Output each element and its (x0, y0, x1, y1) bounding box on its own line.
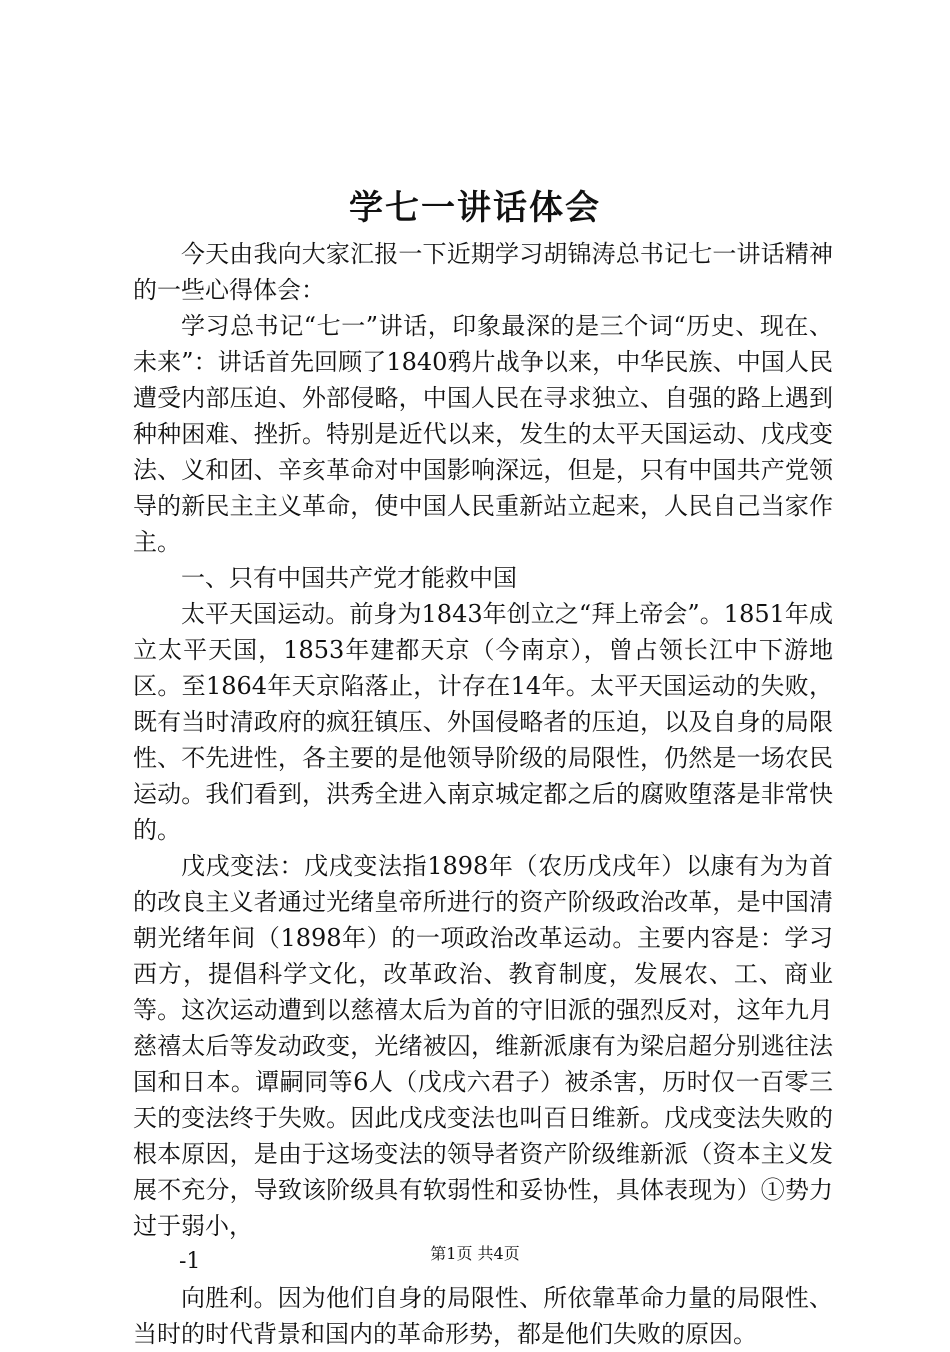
document-title: 学七一讲话体会 (349, 188, 601, 228)
section-heading: 一、只有中国共产党才能救中国 (181, 564, 517, 592)
inline-page-mark: -1 (179, 1249, 201, 1274)
paragraph-continuation: 向胜利。因为他们自身的局限性、所依靠革命力量的局限性、当时的时代背景和国内的革命形势，都是他们失败的原因。 (133, 1284, 833, 1348)
document-body (133, 236, 833, 1352)
paragraph-history: 学习总书记“七一”讲话，印象最深的是三个词“历史、现在、未来”：讲话首先回顾了1840鸦片战争以来，中华民族、中国人民遭受内部压迫、外部侵略，中国人民在寻求独立、自强的路上遇到种种困难、挫折。特别是近代以来，发生的太平天国运动、戊戌变法、义和团、辛亥革命对中国影响深远，但是，只有中国共产党领导的新民主主义革命，使中国人民重新站立起来，人民自己当家作主。 (133, 312, 833, 556)
paragraph-intro: 今天由我向大家汇报一下近期学习胡锦涛总书记七一讲话精神的一些心得体会： (133, 240, 833, 304)
paragraph-taiping: 太平天国运动。前身为1843年创立之“拜上帝会”。1851年成立太平天国，1853年建都天京（今南京），曾占领长江中下游地区。至1864年天京陷落止，计存在14年。太平天国运动的失败，既有当时清政府的疯狂镇压、外国侵略者的压迫，以及自身的局限性、不先进性，各主要的是他领导阶级的局限性，仍然是一场农民运动。我们看到，洪秀全进入南京城定都之后的腐败堕落是非常快的。 (133, 600, 833, 844)
page-footer: 第1页 共4页 (430, 1244, 520, 1263)
paragraph-wuxu: 戊戌变法：戊戌变法指1898年（农历戊戌年）以康有为为首的改良主义者通过光绪皇帝所进行的资产阶级政治改革，是中国清朝光绪年间（1898年）的一项政治改革运动。主要内容是：学习西方，提倡科学文化，改革政治、教育制度，发展农、工、商业等。这次运动遭到以慈禧太后为首的守旧派的强烈反对，这年九月慈禧太后等发动政变，光绪被囚，维新派康有为梁启超分别逃往法国和日本。谭嗣同等6人（戊戌六君子）被杀害，历时仅一百零三天的变法终于失败。因此戊戌变法也叫百日维新。戊戌变法失败的根本原因，是由于这场变法的领导者资产阶级维新派（资本主义发展不充分，导致该阶级具有软弱性和妥协性，具体表现为）①势力过于弱小， (133, 852, 833, 1240)
